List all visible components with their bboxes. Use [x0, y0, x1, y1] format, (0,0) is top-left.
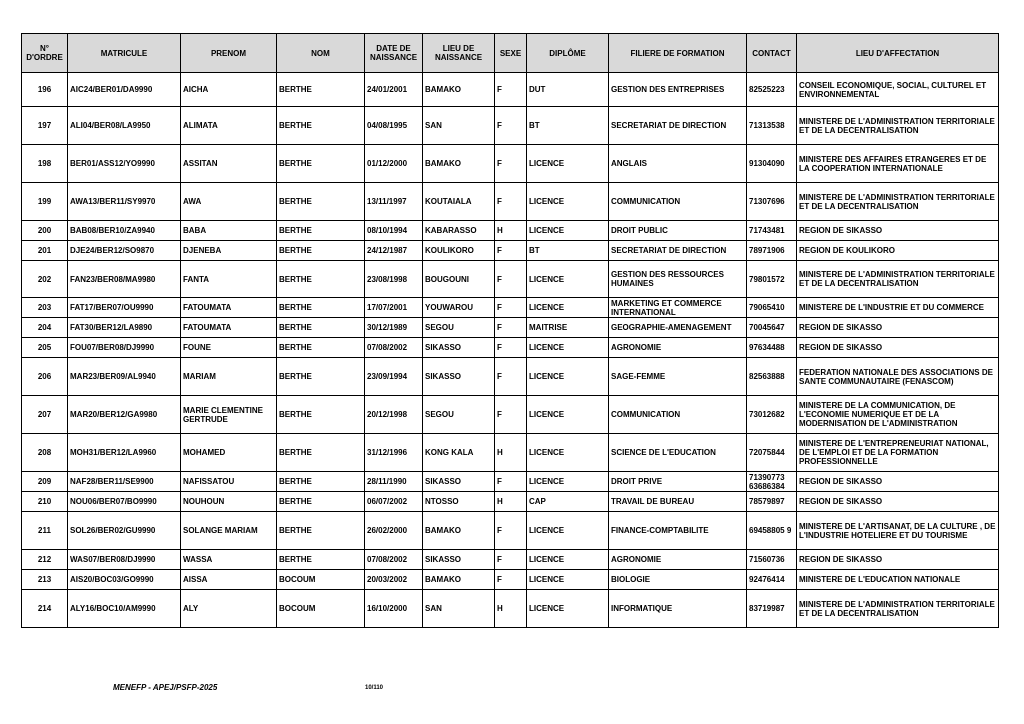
cell-sexe: F	[495, 338, 527, 358]
table-row	[22, 145, 999, 183]
cell-matricule: SOL26/BER02/GU9990	[68, 512, 181, 550]
cell-date-naissance: 16/10/2000	[365, 590, 423, 628]
cell-matricule: FAT17/BER07/OU9990	[68, 298, 181, 318]
table-row	[22, 512, 999, 550]
table-row	[22, 570, 999, 590]
cell-filiere: BIOLOGIE	[609, 570, 747, 590]
header-ordre: N° D'ORDRE	[22, 34, 68, 73]
cell-nom: BOCOUM	[277, 590, 365, 628]
cell-prenom: FATOUMATA	[181, 318, 277, 338]
cell-lieu-naissance: KOULIKORO	[423, 241, 495, 261]
cell-ordre: 196	[22, 73, 68, 107]
cell-matricule: MAR23/BER09/AL9940	[68, 358, 181, 396]
cell-lieu-naissance: SIKASSO	[423, 338, 495, 358]
cell-date-naissance: 04/08/1995	[365, 107, 423, 145]
cell-date-naissance: 23/08/1998	[365, 261, 423, 298]
cell-nom: BERTHE	[277, 318, 365, 338]
cell-prenom: NOUHOUN	[181, 492, 277, 512]
cell-contact: 79801572	[747, 261, 797, 298]
cell-diplome: LICENCE	[527, 145, 609, 183]
affectation-table	[21, 33, 999, 628]
cell-contact: 82525223	[747, 73, 797, 107]
cell-lieu-affectation: MINISTERE DE L'ADMINISTRATION TERRITORIALE ET DE LA DECENTRALISATION	[797, 590, 999, 628]
cell-matricule: AIS20/BOC03/GO9990	[68, 570, 181, 590]
cell-matricule: DJE24/BER12/SO9870	[68, 241, 181, 261]
cell-lieu-affectation: MINISTERE DE LA COMMUNICATION, DE L'ECONOMIE NUMERIQUE ET DE LA MODERNISATION DE L'ADMINISTRATION	[797, 396, 999, 434]
cell-filiere: COMMUNICATION	[609, 183, 747, 221]
cell-sexe: F	[495, 145, 527, 183]
cell-date-naissance: 20/03/2002	[365, 570, 423, 590]
cell-filiere: GESTION DES RESSOURCES HUMAINES	[609, 261, 747, 298]
cell-prenom: AICHA	[181, 73, 277, 107]
cell-lieu-affectation: REGION DE KOULIKORO	[797, 241, 999, 261]
cell-matricule: NOU06/BER07/BO9990	[68, 492, 181, 512]
cell-ordre: 213	[22, 570, 68, 590]
cell-lieu-affectation: REGION DE SIKASSO	[797, 492, 999, 512]
cell-nom: BERTHE	[277, 472, 365, 492]
cell-diplome: LICENCE	[527, 590, 609, 628]
cell-lieu-affectation: MINISTERE DES AFFAIRES ETRANGERES ET DE LA COOPERATION INTERNATIONALE	[797, 145, 999, 183]
cell-filiere: DROIT PUBLIC	[609, 221, 747, 241]
cell-sexe: F	[495, 512, 527, 550]
cell-filiere: AGRONOMIE	[609, 338, 747, 358]
cell-date-naissance: 08/10/1994	[365, 221, 423, 241]
cell-nom: BERTHE	[277, 434, 365, 472]
cell-sexe: F	[495, 550, 527, 570]
cell-nom: BERTHE	[277, 396, 365, 434]
cell-matricule: ALY16/BOC10/AM9990	[68, 590, 181, 628]
cell-date-naissance: 26/02/2000	[365, 512, 423, 550]
cell-lieu-naissance: KONG KALA	[423, 434, 495, 472]
cell-ordre: 209	[22, 472, 68, 492]
cell-ordre: 197	[22, 107, 68, 145]
cell-date-naissance: 07/08/2002	[365, 338, 423, 358]
cell-lieu-naissance: BAMAKO	[423, 145, 495, 183]
cell-diplome: MAITRISE	[527, 318, 609, 338]
cell-prenom: SOLANGE MARIAM	[181, 512, 277, 550]
cell-date-naissance: 06/07/2002	[365, 492, 423, 512]
table-row	[22, 590, 999, 628]
cell-date-naissance: 01/12/2000	[365, 145, 423, 183]
cell-date-naissance: 17/07/2001	[365, 298, 423, 318]
cell-matricule: FAN23/BER08/MA9980	[68, 261, 181, 298]
cell-prenom: FOUNE	[181, 338, 277, 358]
cell-nom: BERTHE	[277, 261, 365, 298]
cell-matricule: ALI04/BER08/LA9950	[68, 107, 181, 145]
cell-diplome: LICENCE	[527, 261, 609, 298]
cell-date-naissance: 13/11/1997	[365, 183, 423, 221]
cell-matricule: AWA13/BER11/SY9970	[68, 183, 181, 221]
header-contact: CONTACT	[747, 34, 797, 73]
cell-nom: BERTHE	[277, 298, 365, 318]
cell-prenom: MARIE CLEMENTINE GERTRUDE	[181, 396, 277, 434]
cell-lieu-affectation: REGION DE SIKASSO	[797, 221, 999, 241]
table-row	[22, 221, 999, 241]
cell-prenom: WASSA	[181, 550, 277, 570]
cell-ordre: 202	[22, 261, 68, 298]
cell-contact: 70045647	[747, 318, 797, 338]
cell-contact: 69458805 9	[747, 512, 797, 550]
footer-reference: MENEFP - APEJ/PSFP-2025	[113, 683, 218, 692]
cell-contact: 71313538	[747, 107, 797, 145]
cell-ordre: 211	[22, 512, 68, 550]
cell-prenom: AISSA	[181, 570, 277, 590]
cell-contact: 91304090	[747, 145, 797, 183]
cell-sexe: F	[495, 298, 527, 318]
cell-sexe: H	[495, 590, 527, 628]
cell-prenom: FANTA	[181, 261, 277, 298]
cell-filiere: COMMUNICATION	[609, 396, 747, 434]
cell-filiere: GEOGRAPHIE-AMENAGEMENT	[609, 318, 747, 338]
cell-lieu-affectation: REGION DE SIKASSO	[797, 472, 999, 492]
cell-matricule: FOU07/BER08/DJ9990	[68, 338, 181, 358]
header-filiere: FILIERE DE FORMATION	[609, 34, 747, 73]
cell-nom: BERTHE	[277, 73, 365, 107]
cell-lieu-naissance: KOUTAIALA	[423, 183, 495, 221]
cell-prenom: FATOUMATA	[181, 298, 277, 318]
cell-ordre: 205	[22, 338, 68, 358]
header-lieu-affectation: LIEU D'AFFECTATION	[797, 34, 999, 73]
cell-date-naissance: 07/08/2002	[365, 550, 423, 570]
cell-date-naissance: 28/11/1990	[365, 472, 423, 492]
cell-lieu-affectation: CONSEIL ECONOMIQUE, SOCIAL, CULTUREL ET ENVIRONNEMENTAL	[797, 73, 999, 107]
cell-prenom: MARIAM	[181, 358, 277, 396]
table-row	[22, 73, 999, 107]
cell-lieu-naissance: BAMAKO	[423, 512, 495, 550]
cell-filiere: GESTION DES ENTREPRISES	[609, 73, 747, 107]
cell-diplome: LICENCE	[527, 550, 609, 570]
cell-lieu-affectation: MINISTERE DE L'ARTISANAT, DE LA CULTURE , DE L'INDUSTRIE HOTELIERE ET DU TOURISME	[797, 512, 999, 550]
cell-sexe: H	[495, 221, 527, 241]
cell-ordre: 203	[22, 298, 68, 318]
table-row	[22, 241, 999, 261]
cell-diplome: LICENCE	[527, 338, 609, 358]
table-row	[22, 472, 999, 492]
cell-lieu-naissance: NTOSSO	[423, 492, 495, 512]
cell-diplome: LICENCE	[527, 358, 609, 396]
cell-sexe: F	[495, 318, 527, 338]
header-date-naissance: DATE DE NAISSANCE	[365, 34, 423, 73]
cell-prenom: ASSITAN	[181, 145, 277, 183]
cell-prenom: ALY	[181, 590, 277, 628]
cell-matricule: BER01/ASS12/YO9990	[68, 145, 181, 183]
cell-filiere: SECRETARIAT DE DIRECTION	[609, 107, 747, 145]
cell-lieu-affectation: MINISTERE DE L'EDUCATION NATIONALE	[797, 570, 999, 590]
table-row	[22, 261, 999, 298]
cell-lieu-naissance: BAMAKO	[423, 570, 495, 590]
table-row	[22, 107, 999, 145]
cell-date-naissance: 31/12/1996	[365, 434, 423, 472]
cell-lieu-affectation: REGION DE SIKASSO	[797, 550, 999, 570]
cell-contact: 82563888	[747, 358, 797, 396]
header-nom: NOM	[277, 34, 365, 73]
cell-diplome: CAP	[527, 492, 609, 512]
cell-ordre: 200	[22, 221, 68, 241]
cell-contact: 79065410	[747, 298, 797, 318]
cell-lieu-affectation: MINISTERE DE L'ADMINISTRATION TERRITORIALE ET DE LA DECENTRALISATION	[797, 261, 999, 298]
cell-lieu-affectation: REGION DE SIKASSO	[797, 318, 999, 338]
cell-lieu-naissance: SAN	[423, 107, 495, 145]
cell-nom: BERTHE	[277, 107, 365, 145]
cell-lieu-naissance: SEGOU	[423, 318, 495, 338]
cell-filiere: ANGLAIS	[609, 145, 747, 183]
cell-diplome: LICENCE	[527, 183, 609, 221]
cell-ordre: 201	[22, 241, 68, 261]
cell-lieu-naissance: SIKASSO	[423, 358, 495, 396]
cell-sexe: H	[495, 434, 527, 472]
cell-date-naissance: 24/12/1987	[365, 241, 423, 261]
cell-contact: 72075844	[747, 434, 797, 472]
cell-diplome: LICENCE	[527, 570, 609, 590]
cell-lieu-naissance: SEGOU	[423, 396, 495, 434]
cell-contact: 73012682	[747, 396, 797, 434]
cell-filiere: AGRONOMIE	[609, 550, 747, 570]
header-sexe: SEXE	[495, 34, 527, 73]
cell-sexe: F	[495, 358, 527, 396]
cell-date-naissance: 24/01/2001	[365, 73, 423, 107]
page-number: 10/110	[365, 685, 384, 691]
cell-sexe: F	[495, 472, 527, 492]
cell-ordre: 204	[22, 318, 68, 338]
cell-sexe: F	[495, 183, 527, 221]
cell-lieu-affectation: MINISTERE DE L'ENTREPRENEURIAT NATIONAL, DE L'EMPLOI ET DE LA FORMATION PROFESSIONNELLE	[797, 434, 999, 472]
header-diplome: DIPLÔME	[527, 34, 609, 73]
cell-filiere: DROIT PRIVE	[609, 472, 747, 492]
header-prenom: PRENOM	[181, 34, 277, 73]
cell-filiere: SAGE-FEMME	[609, 358, 747, 396]
cell-lieu-naissance: SIKASSO	[423, 550, 495, 570]
cell-sexe: F	[495, 261, 527, 298]
cell-contact: 83719987	[747, 590, 797, 628]
cell-nom: BERTHE	[277, 241, 365, 261]
cell-nom: BERTHE	[277, 512, 365, 550]
cell-sexe: F	[495, 396, 527, 434]
cell-lieu-affectation: FEDERATION NATIONALE DES ASSOCIATIONS DE SANTE COMMUNAUTAIRE (FENASCOM)	[797, 358, 999, 396]
table-row	[22, 298, 999, 318]
cell-ordre: 208	[22, 434, 68, 472]
table-row	[22, 338, 999, 358]
table-header-row	[22, 34, 999, 73]
cell-prenom: MOHAMED	[181, 434, 277, 472]
table-row	[22, 550, 999, 570]
cell-prenom: ALIMATA	[181, 107, 277, 145]
cell-nom: BERTHE	[277, 183, 365, 221]
cell-sexe: F	[495, 107, 527, 145]
cell-sexe: F	[495, 73, 527, 107]
cell-nom: BERTHE	[277, 338, 365, 358]
cell-filiere: SECRETARIAT DE DIRECTION	[609, 241, 747, 261]
cell-lieu-affectation: REGION DE SIKASSO	[797, 338, 999, 358]
cell-lieu-naissance: BOUGOUNI	[423, 261, 495, 298]
table-row	[22, 434, 999, 472]
cell-contact: 71743481	[747, 221, 797, 241]
cell-matricule: NAF28/BER11/SE9900	[68, 472, 181, 492]
cell-nom: BERTHE	[277, 358, 365, 396]
table-row	[22, 183, 999, 221]
cell-diplome: LICENCE	[527, 221, 609, 241]
cell-lieu-naissance: KABARASSO	[423, 221, 495, 241]
cell-ordre: 198	[22, 145, 68, 183]
cell-filiere: TRAVAIL DE BUREAU	[609, 492, 747, 512]
cell-ordre: 210	[22, 492, 68, 512]
cell-lieu-naissance: BAMAKO	[423, 73, 495, 107]
cell-lieu-affectation: MINISTERE DE L'ADMINISTRATION TERRITORIALE ET DE LA DECENTRALISATION	[797, 107, 999, 145]
cell-diplome: LICENCE	[527, 396, 609, 434]
cell-filiere: SCIENCE DE L'EDUCATION	[609, 434, 747, 472]
table-row	[22, 358, 999, 396]
cell-contact: 97634488	[747, 338, 797, 358]
header-lieu-naissance: LIEU DE NAISSANCE	[423, 34, 495, 73]
cell-matricule: WAS07/BER08/DJ9990	[68, 550, 181, 570]
cell-prenom: BABA	[181, 221, 277, 241]
cell-sexe: F	[495, 570, 527, 590]
cell-matricule: FAT30/BER12/LA9890	[68, 318, 181, 338]
cell-nom: BOCOUM	[277, 570, 365, 590]
table-row	[22, 492, 999, 512]
cell-filiere: MARKETING ET COMMERCE INTERNATIONAL	[609, 298, 747, 318]
cell-date-naissance: 30/12/1989	[365, 318, 423, 338]
cell-contact: 71560736	[747, 550, 797, 570]
cell-lieu-naissance: YOUWAROU	[423, 298, 495, 318]
cell-nom: BERTHE	[277, 221, 365, 241]
cell-prenom: DJENEBA	[181, 241, 277, 261]
cell-contact: 71307696	[747, 183, 797, 221]
cell-matricule: MAR20/BER12/GA9980	[68, 396, 181, 434]
cell-contact: 78971906	[747, 241, 797, 261]
header-matricule: MATRICULE	[68, 34, 181, 73]
cell-filiere: FINANCE-COMPTABILITE	[609, 512, 747, 550]
cell-prenom: NAFISSATOU	[181, 472, 277, 492]
cell-nom: BERTHE	[277, 492, 365, 512]
cell-lieu-naissance: SAN	[423, 590, 495, 628]
cell-ordre: 212	[22, 550, 68, 570]
cell-diplome: LICENCE	[527, 434, 609, 472]
cell-diplome: BT	[527, 241, 609, 261]
cell-date-naissance: 23/09/1994	[365, 358, 423, 396]
cell-contact: 78579897	[747, 492, 797, 512]
cell-contact: 92476414	[747, 570, 797, 590]
cell-sexe: F	[495, 241, 527, 261]
cell-lieu-affectation: MINISTERE DE L'INDUSTRIE ET DU COMMERCE	[797, 298, 999, 318]
cell-contact: 71390773 63686384	[747, 472, 797, 492]
cell-lieu-affectation: MINISTERE DE L'ADMINISTRATION TERRITORIALE ET DE LA DECENTRALISATION	[797, 183, 999, 221]
cell-nom: BERTHE	[277, 145, 365, 183]
cell-nom: BERTHE	[277, 550, 365, 570]
cell-sexe: H	[495, 492, 527, 512]
affectation-table-container	[21, 33, 998, 628]
cell-ordre: 199	[22, 183, 68, 221]
cell-matricule: BAB08/BER10/ZA9940	[68, 221, 181, 241]
cell-ordre: 206	[22, 358, 68, 396]
cell-diplome: LICENCE	[527, 298, 609, 318]
cell-diplome: LICENCE	[527, 512, 609, 550]
cell-date-naissance: 20/12/1998	[365, 396, 423, 434]
cell-matricule: MOH31/BER12/LA9960	[68, 434, 181, 472]
table-row	[22, 318, 999, 338]
cell-prenom: AWA	[181, 183, 277, 221]
cell-diplome: LICENCE	[527, 472, 609, 492]
cell-matricule: AIC24/BER01/DA9990	[68, 73, 181, 107]
table-row	[22, 396, 999, 434]
cell-diplome: BT	[527, 107, 609, 145]
cell-diplome: DUT	[527, 73, 609, 107]
cell-ordre: 207	[22, 396, 68, 434]
cell-filiere: INFORMATIQUE	[609, 590, 747, 628]
cell-lieu-naissance: SIKASSO	[423, 472, 495, 492]
cell-ordre: 214	[22, 590, 68, 628]
table-body	[22, 73, 999, 628]
